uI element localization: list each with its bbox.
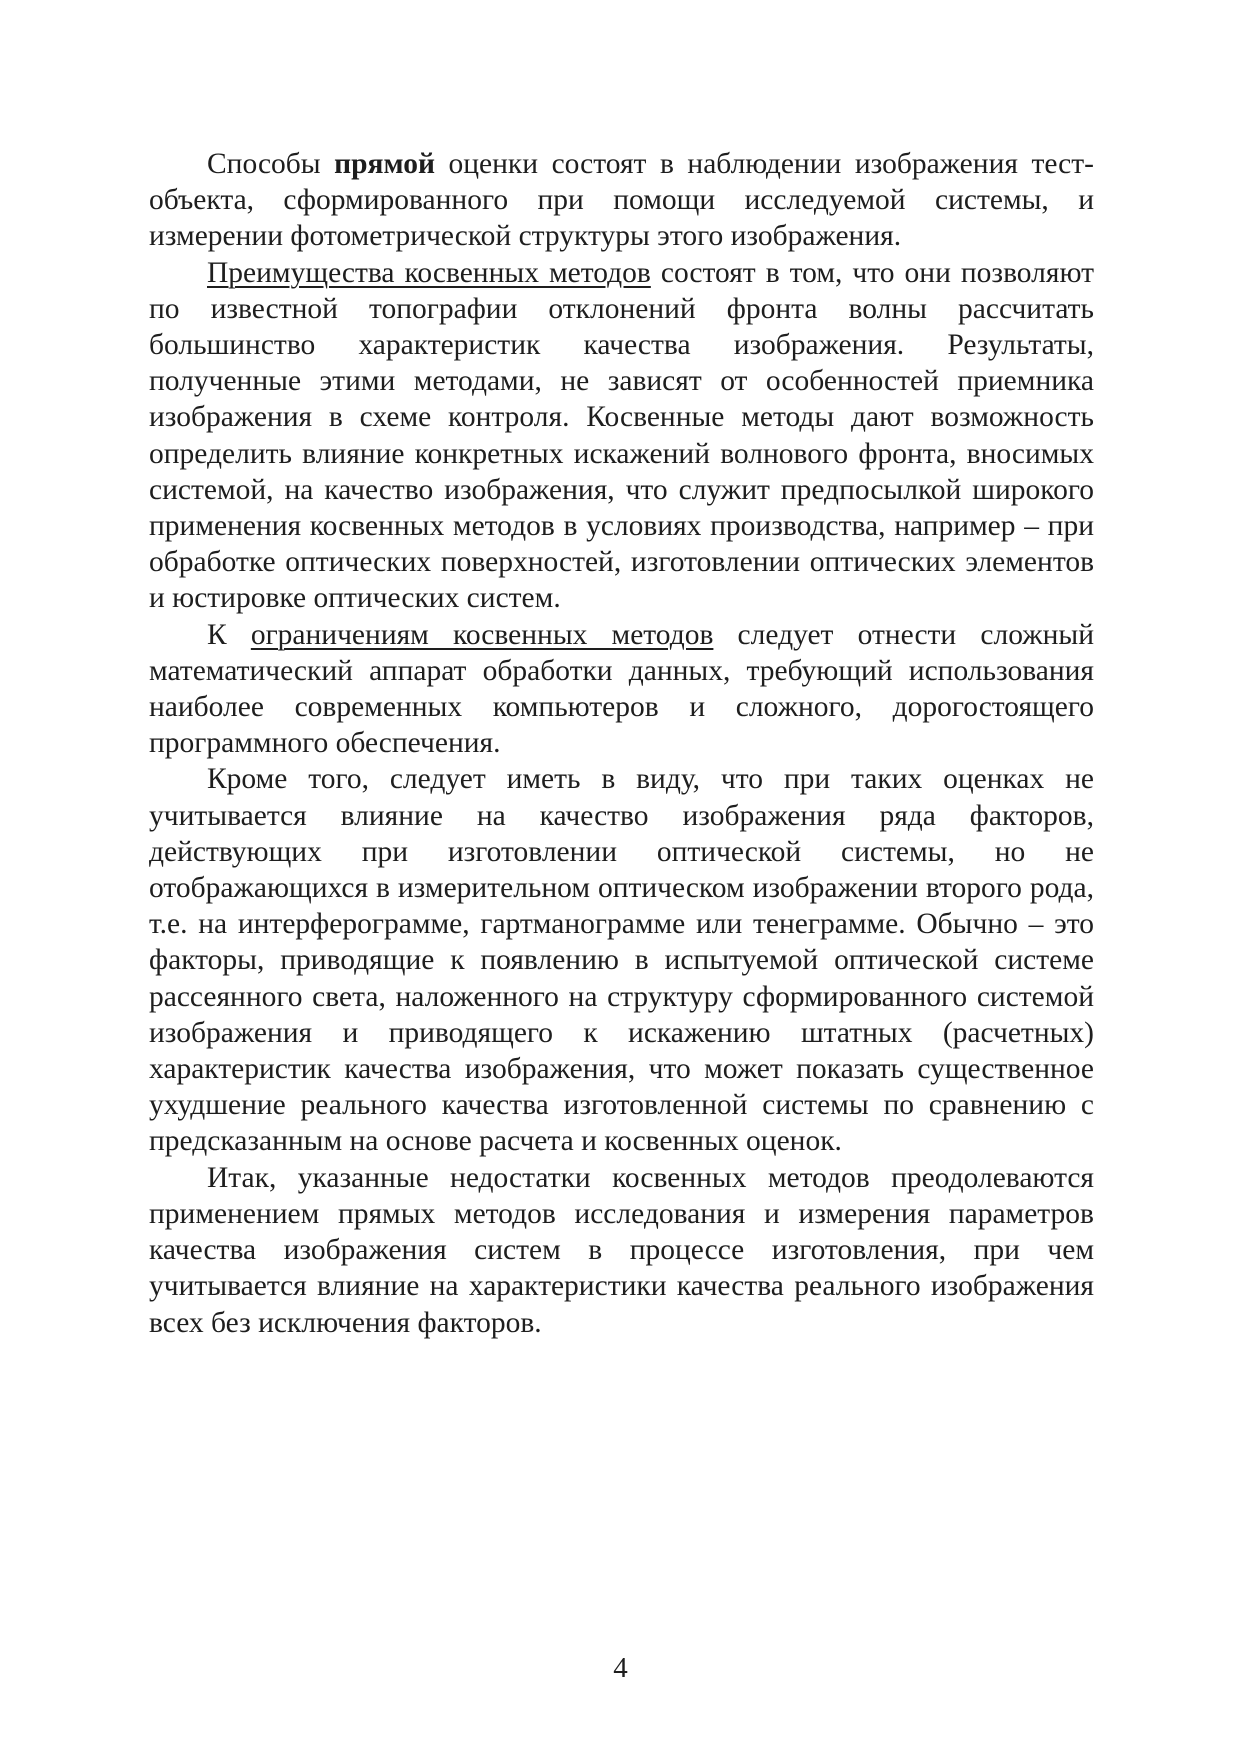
paragraph-text: Итак, указанные недостатки косвенных методов преодолеваются применением прямых методов исследования и измерения параметров качества изображения систем в процессе изготовления, при чем учитывается влияние на характеристики качества реального изображения всех без исключения факторов. bbox=[149, 1161, 1094, 1339]
paragraph-text: состоят в том, что они позволяют по известной топографии отклонений фронта волны рассчитать большинство характеристик качества изображения. Результаты, полученные этими методами, не зависят от особенностей приемника изображения в схеме контроля. Косвенные методы дают возможность определить влияние конкретных искажений волнового фронта, вносимых системой, на качество изображения, что служит предпосылкой широкого применения косвенных методов в условиях производства, например – при обработке оптических поверхностей, изготовлении оптических элементов и юстировке оптических систем. bbox=[149, 256, 1094, 615]
underlined-term: ограничениям косвенных методов bbox=[250, 618, 714, 651]
paragraph-direct-methods bbox=[149, 146, 1094, 255]
bold-term: прямой bbox=[334, 148, 435, 180]
paragraph-conclusion bbox=[149, 1160, 1094, 1341]
paragraph-text: К bbox=[207, 618, 251, 651]
paragraph-text: оценки состоят в наблюдении изображения тест-объекта, сформированного при помощи исследуемой системы, и измерении фотометрической структуры этого изображения. bbox=[149, 148, 1094, 253]
underlined-term: Преимущества косвенных методов bbox=[207, 256, 651, 289]
page-number: 4 bbox=[613, 1652, 628, 1684]
paragraph-indirect-advantages bbox=[149, 255, 1094, 617]
document-body bbox=[149, 146, 1094, 1341]
paragraph-indirect-limitations bbox=[149, 617, 1094, 762]
paragraph-unaccounted-factors bbox=[149, 761, 1094, 1159]
paragraph-text: следует отнести сложный математический аппарат обработки данных, требующий использования наиболее современных компьютеров и сложного, дорогостоящего программного обеспечения. bbox=[149, 618, 1094, 760]
paragraph-text: Способы bbox=[207, 148, 335, 180]
paragraph-text: Кроме того, следует иметь в виду, что при таких оценках не учитывается влияние на качество изображения ряда факторов, действующих при изготовлении оптической системы, но не отображающихся в измерительном оптическом изображении второго рода, т.е. на интерферограмме, гартманограмме или тенеграмме. Обычно – это факторы, приводящие к появлению в испытуемой оптической системе рассеянного света, наложенного на структуру сформированного системой изображения и приводящего к искажению штатных (расчетных) характеристик качества изображения, что может показать существенное ухудшение реального качества изготовленной системы по сравнению с предсказанным на основе расчета и косвенных оценок. bbox=[149, 763, 1094, 1158]
